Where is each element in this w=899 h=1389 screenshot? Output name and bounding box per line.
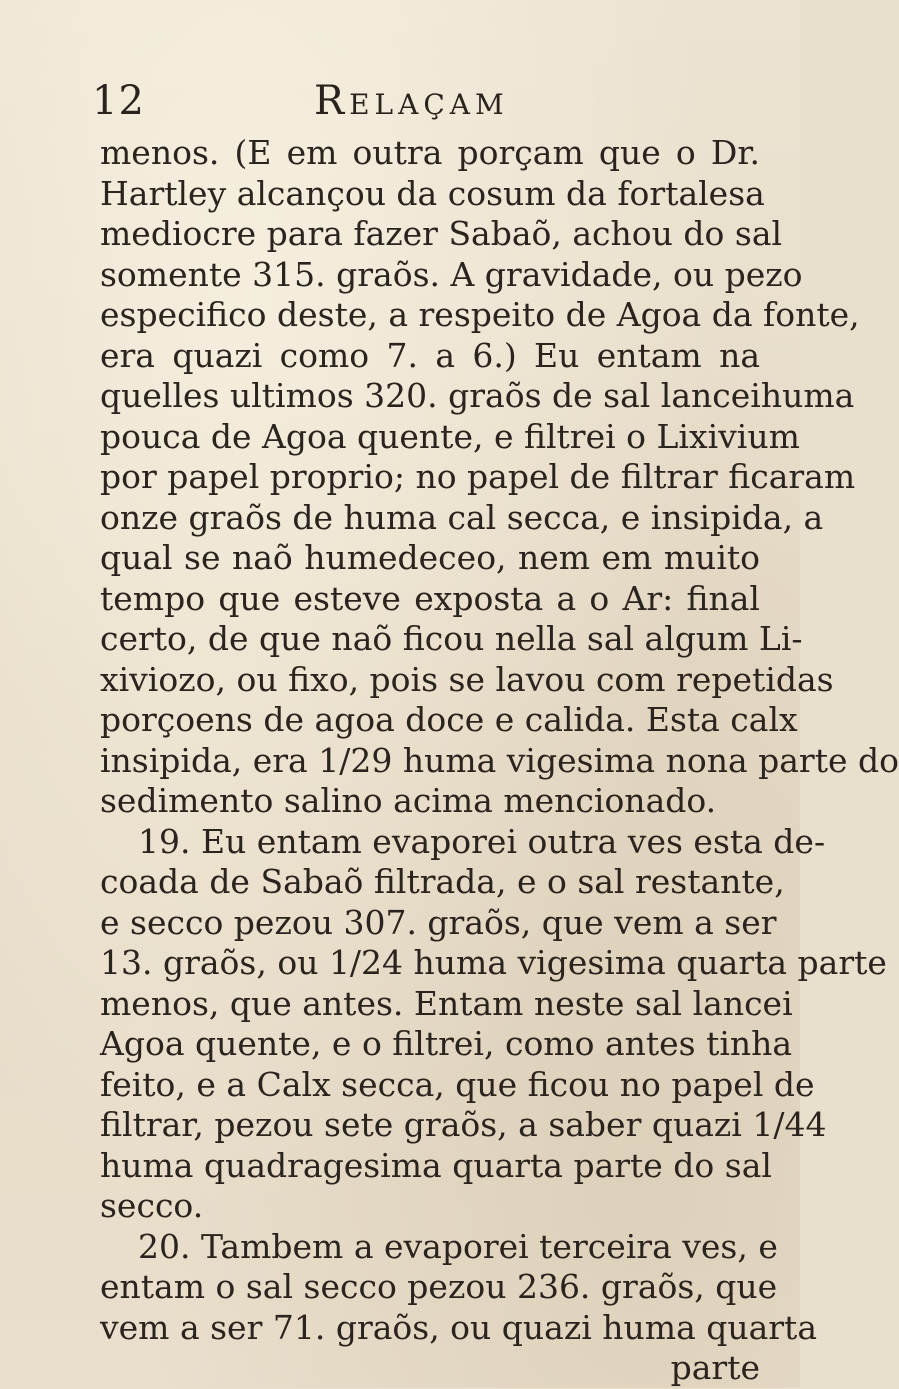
paragraph-start-line: 20. Tambem a evaporei terceira ves, e — [138, 1226, 778, 1266]
text-line: pouca de Agoa quente, e filtrei o Lixivium — [100, 416, 800, 456]
text-line: secco. — [100, 1186, 204, 1225]
running-head: Relaçam — [314, 78, 509, 124]
text-line: coada de Sabaõ filtrada, e o sal restante, — [100, 862, 785, 901]
text-line: huma quadragesima quarta parte do sal — [100, 1145, 772, 1185]
text-line: qual se naõ humedeceo, nem em muito — [100, 538, 760, 577]
text-line: feito, e a Calx secca, que ficou no papel de — [100, 1064, 815, 1104]
text-line: tempo que esteve exposta a o Ar: final — [100, 578, 760, 618]
page-header — [92, 78, 752, 126]
paragraph-start-line: 19. Eu entam evaporei outra ves esta de- — [138, 821, 826, 861]
text-line: insipida, era 1/29 huma vigesima nona parte do — [100, 740, 899, 780]
text-line: 13. graõs, ou 1/24 huma vigesima quarta parte — [100, 943, 887, 982]
text-line: era quazi como 7. a 6.) Eu entam na — [100, 335, 760, 375]
text-line: Agoa quente, e o filtrei, como antes tinha — [100, 1024, 793, 1063]
text-line: por papel proprio; no papel de filtrar ficaram — [100, 457, 856, 496]
text-line: menos, que antes. Entam neste sal lancei — [100, 983, 793, 1023]
text-line: quelles ultimos 320. graõs de sal lanceihuma — [100, 376, 855, 415]
text-line: somente 315. graõs. A gravidade, ou pezo — [100, 254, 803, 294]
text-line: porçoens de agoa doce e calida. Esta calx — [100, 700, 798, 739]
body-text — [100, 133, 899, 1389]
text-line: especifico deste, a respeito de Agoa da fonte, — [100, 295, 860, 334]
text-line: Hartley alcançou da cosum da fortalesa — [100, 173, 765, 213]
catchword: parte — [670, 1348, 760, 1387]
text-line: vem a ser 71. graõs, ou quazi huma quarta — [100, 1307, 817, 1347]
text-line: filtrar, pezou sete graõs, a saber quazi 1/44 — [100, 1105, 827, 1144]
text-line: onze graõs de huma cal secca, e insipida, a — [100, 497, 824, 537]
text-line: sedimento salino acima mencionado. — [100, 781, 717, 820]
text-line: xiviozo, ou fixo, pois se lavou com repetidas — [100, 659, 834, 699]
text-line: entam o sal secco pezou 236. graõs, que — [100, 1267, 778, 1306]
text-line: e secco pezou 307. graõs, que vem a ser — [100, 902, 777, 942]
page-number: 12 — [92, 78, 145, 124]
text-line: mediocre para fazer Sabaõ, achou do sal — [100, 214, 783, 253]
text-line: certo, de que naõ ficou nella sal algum Li- — [100, 619, 803, 658]
text-line: menos. (E em outra porçam que o Dr. — [100, 133, 760, 172]
